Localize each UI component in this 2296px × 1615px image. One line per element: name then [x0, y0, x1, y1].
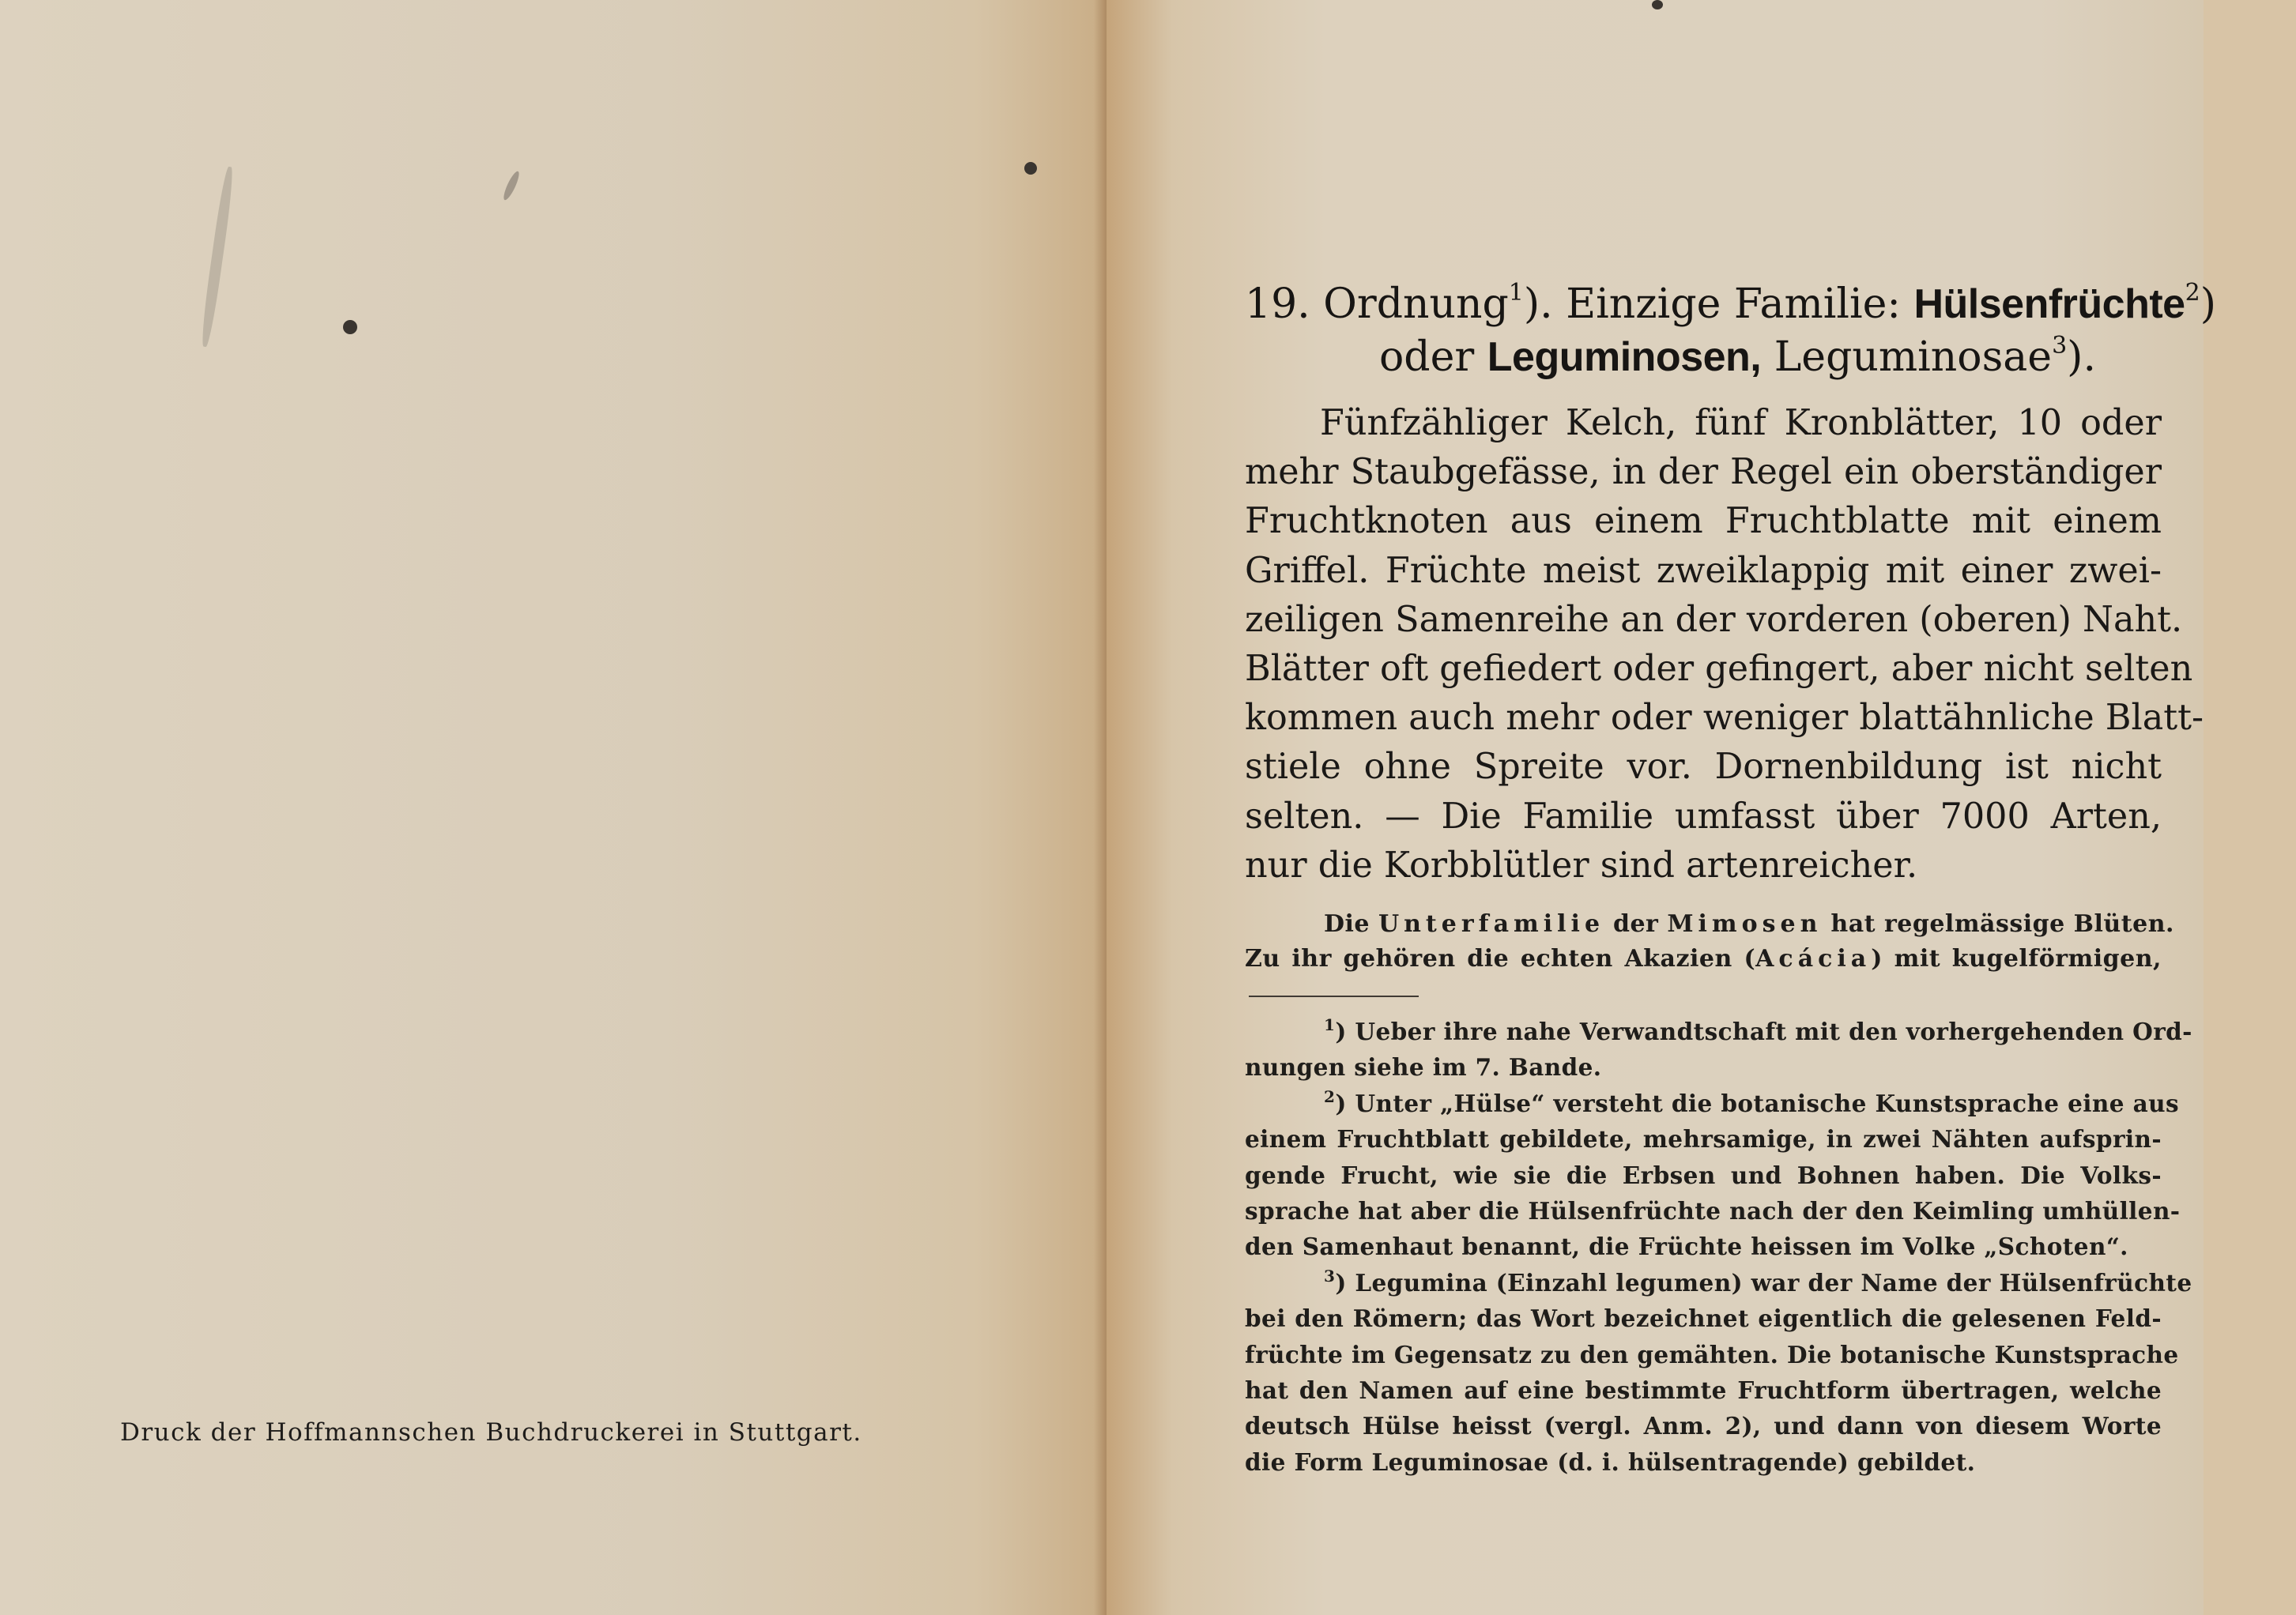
body-paragraph	[1245, 399, 2204, 890]
ink-speck	[1652, 0, 1663, 9]
ink-speck	[1024, 162, 1037, 175]
small-print-paragraph	[1245, 907, 2174, 976]
footnote-2-line: $^2$) Unter „Hülse“ versteht die botanische Kunstsprache eine aus	[1324, 1086, 2179, 1117]
footnote-3-line: früchte im Gegensatz zu den gemähten. Die botanische Kunstsprache	[1245, 1340, 2179, 1368]
footnote-3-line: $^3$) Legumina (Einzahl legumen) war der Name der Hülsenfrüchte	[1324, 1266, 2192, 1297]
chapter-heading-line-2: oder Leguminosen, Leguminosae$^3$).	[1379, 332, 2096, 381]
ink-speck	[501, 170, 522, 201]
ink-speck	[199, 166, 236, 348]
chapter-heading-line-1: 19. Ordnung$^1$). Einzige Familie: Hülsenfrüchte$^2$)	[1245, 279, 2216, 328]
footnote-3-line: bei den Römern; das Wort bezeichnet eigentlich die gelesenen Feld-	[1245, 1304, 2162, 1333]
body-line: selten. — Die Familie umfasst über 7000 Arten,	[1245, 796, 2162, 837]
family-synonym-bold: Leguminosen,	[1487, 334, 1762, 380]
footnote-mark-3: 3	[2052, 332, 2068, 360]
footnote-1-line: $^1$) Ueber ihre nahe Verwandtschaft mit den vorhergehenden Ord-	[1324, 1015, 2192, 1045]
body-line: Fünfzähliger Kelch, fünf Kronblätter, 10 oder	[1320, 403, 2162, 443]
body-line: zeiligen Samenreihe an der vorderen (oberen) Naht.	[1245, 599, 2183, 640]
body-line: Griffel. Früchte meist zweiklappig mit einer zwei-	[1245, 550, 2162, 591]
footnote-rule	[1249, 996, 1419, 997]
footnote-2-line: den Samenhaut benannt, die Früchte heissen im Volke „Schoten“.	[1245, 1233, 2128, 1261]
ink-speck	[343, 320, 357, 334]
footnotes	[1245, 1014, 2192, 1480]
footnote-3-line: deutsch Hülse heisst (vergl. Anm. 2), und dann von diesem Worte	[1245, 1412, 2162, 1440]
footnote-3-line: die Form Leguminosae (d. i. hülsentragende) gebildet.	[1245, 1447, 1976, 1476]
small-print-line: Zu ihr gehören die echten Akazien (Acácia) mit kugelförmigen,	[1245, 944, 2162, 973]
printer-imprint: Druck der Hoffmannschen Buchdruckerei in Stuttgart.	[120, 1418, 862, 1447]
footnote-1-line: nungen siehe im 7. Bande.	[1245, 1053, 1602, 1082]
left-page	[0, 0, 1107, 1615]
body-line: Fruchtknoten aus einem Fruchtblatte mit einem	[1245, 501, 2162, 542]
footnote-3-line: hat den Namen auf eine bestimmte Fruchtform übertragen, welche	[1245, 1376, 2162, 1404]
body-line: nur die Korbblütler sind artenreicher.	[1245, 845, 1918, 886]
footnote-2-line: einem Fruchtblatt gebildete, mehrsamige, in zwei Nähten aufsprin-	[1245, 1125, 2162, 1154]
body-line: Blätter oft gefiedert oder gefingert, aber nicht selten	[1245, 648, 2193, 689]
body-line: mehr Staubgefässe, in der Regel ein oberständiger	[1245, 452, 2162, 493]
footnote-mark-1: 1	[1508, 279, 1524, 307]
footnote-2-line: sprache hat aber die Hülsenfrüchte nach der den Keimling umhüllen-	[1245, 1196, 2181, 1225]
footnote-mark-2: 2	[2185, 279, 2200, 307]
footnote-2-line: gende Frucht, wie sie die Erbsen und Bohnen haben. Die Volks-	[1245, 1161, 2162, 1189]
family-name-bold: Hülsenfrüchte	[1913, 281, 2185, 327]
body-line: kommen auch mehr oder weniger blattähnliche Blatt-	[1245, 698, 2204, 739]
small-print-line: Die Unterfamilie der Mimosen hat regelmässige Blüten.	[1324, 910, 2174, 938]
body-line: stiele ohne Spreite vor. Dornenbildung ist nicht	[1245, 747, 2162, 788]
